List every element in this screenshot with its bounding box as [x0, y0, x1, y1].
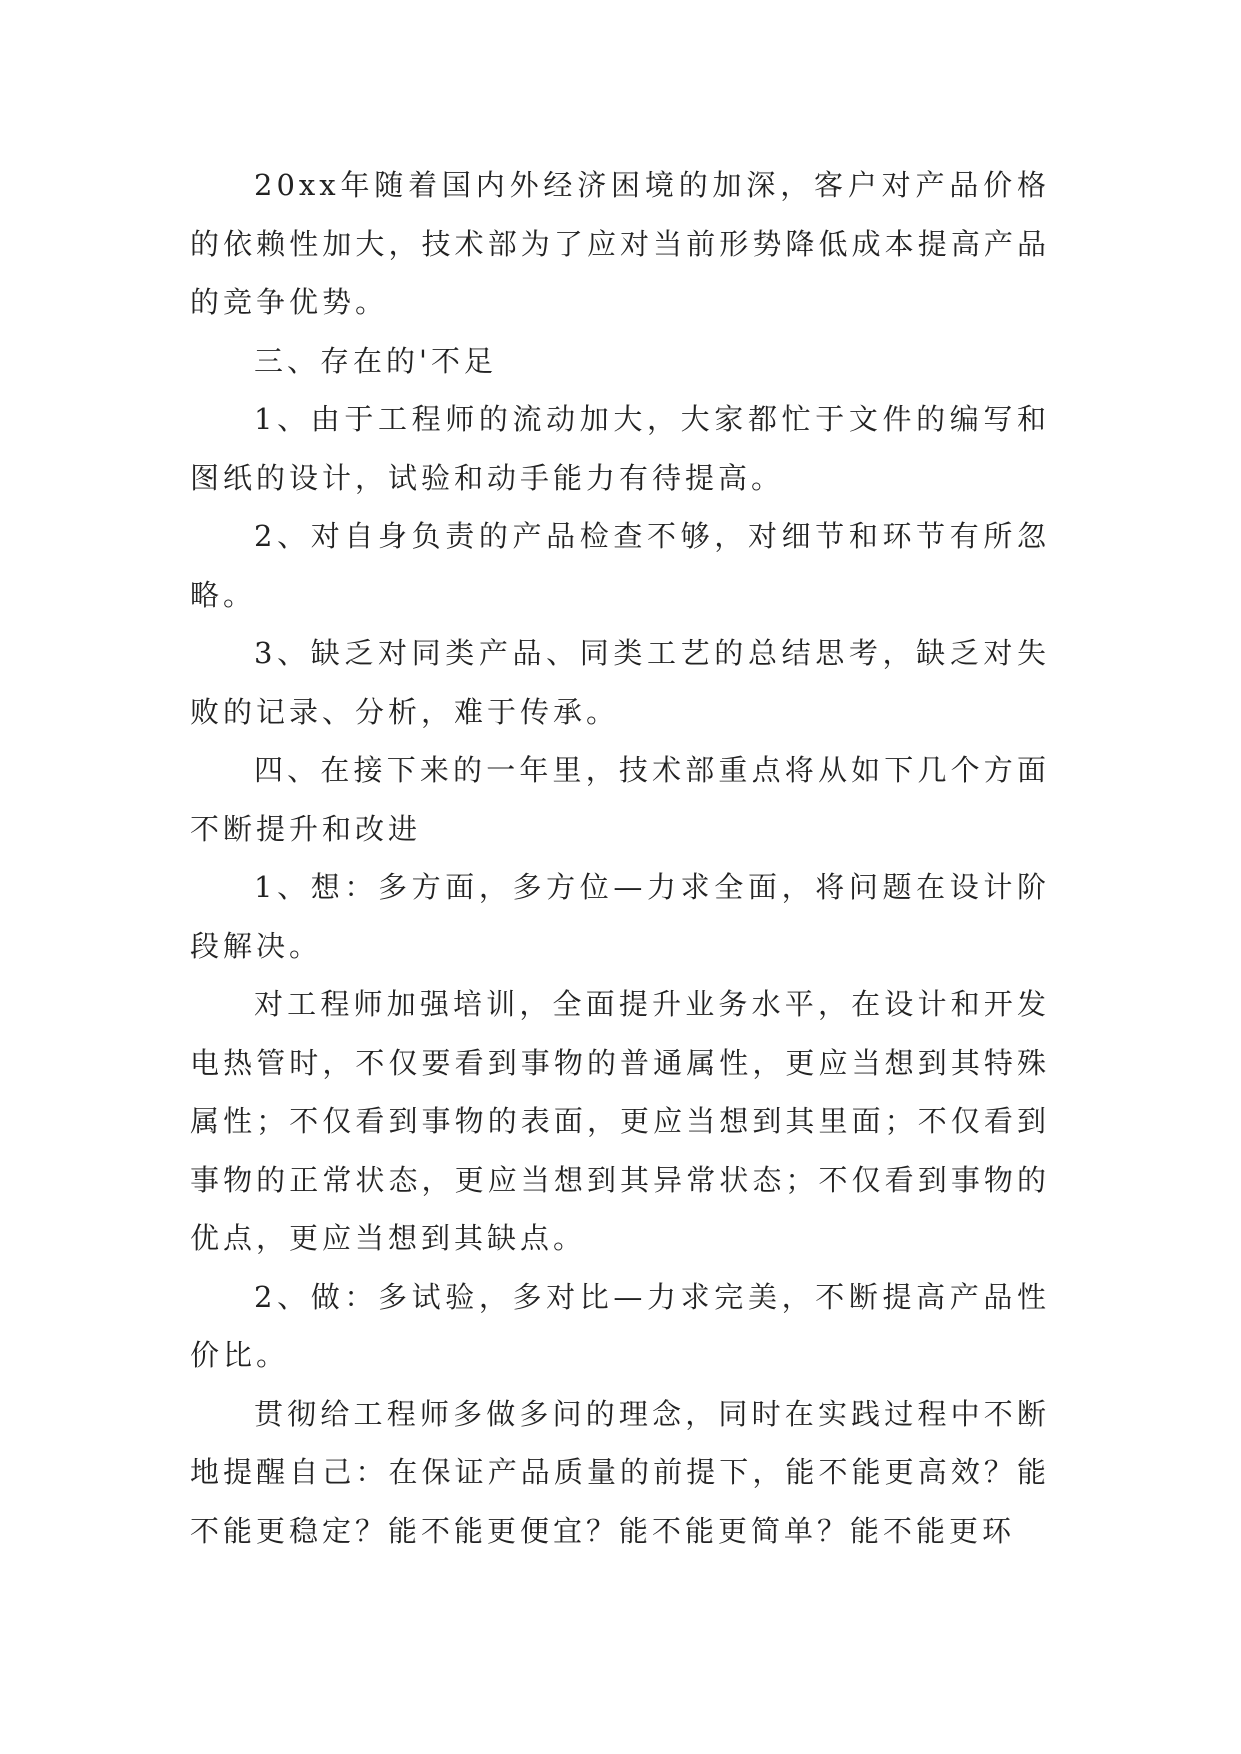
- paragraph-improvement-think: 1、想：多方面，多方位—力求全面，将问题在设计阶段解决。: [190, 870, 1050, 963]
- paragraph-improvement-do: 2、做：多试验，多对比—力求完美，不断提高产品性价比。: [190, 1279, 1050, 1372]
- paragraph-shortcoming-3: 3、缺乏对同类产品、同类工艺的总结思考，缺乏对失败的记录、分析，难于传承。: [190, 636, 1050, 729]
- paragraph-shortcoming-1: 1、由于工程师的流动加大，大家都忙于文件的编写和图纸的设计，试验和动手能力有待提高。: [190, 402, 1050, 495]
- paragraph-shortcoming-2: 2、对自身负责的产品检查不够，对细节和环节有所忽略。: [190, 519, 1050, 612]
- heading-shortcomings: 三、存在的'不足: [254, 343, 497, 378]
- paragraph-cost-reduction: 20xx年随着国内外经济困境的加深，客户对产品价格的依赖性加大，技术部为了应对当前形势降低成本提高产品的竞争优势。: [190, 168, 1050, 319]
- paragraph-practice: 贯彻给工程师多做多问的理念，同时在实践过程中不断地提醒自己：在保证产品质量的前提下，能不能更高效？能不能更稳定？能不能更便宜？能不能更简单？能不能更环: [190, 1396, 1050, 1548]
- heading-improvements: 四、在接下来的一年里，技术部重点将从如下几个方面不断提升和改进: [190, 753, 1050, 846]
- paragraph-training: 对工程师加强培训，全面提升业务水平，在设计和开发电热管时，不仅要看到事物的普通属性，更应当想到其特殊属性；不仅看到事物的表面，更应当想到其里面；不仅看到事物的正常状态，更应当想到其异常状态；不仅看到事物的优点，更应当想到其缺点。: [190, 987, 1050, 1255]
- document-body: [190, 156, 1050, 1560]
